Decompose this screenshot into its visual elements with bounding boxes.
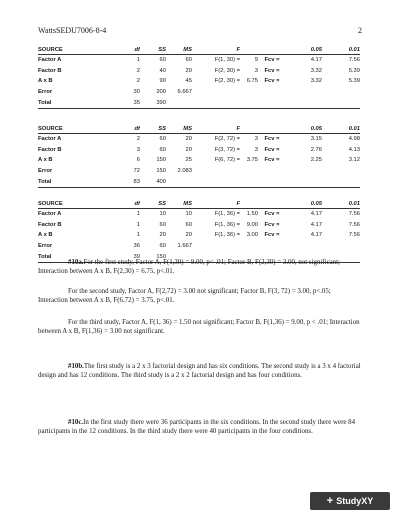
cell-fcv-label: [258, 241, 286, 252]
header-blank-1: [240, 199, 258, 209]
paragraph-text: For the second study, Factor A, F(2,72) = 3.00 not significant; Factor B, F(3, 72) = 3.00, p<.05; Interaction between A x B, F(6.72) = 3.75, p<.01.: [38, 288, 331, 304]
cell-f-label: F(6, 72) =: [214, 157, 240, 164]
cell-ss: 40: [159, 67, 166, 74]
cell-f-value: 3: [254, 146, 258, 153]
header-blank-1: [240, 45, 258, 55]
cell-crit-01: [322, 241, 360, 252]
cell-ms: 20: [185, 67, 192, 74]
page-number: 2: [358, 26, 362, 35]
paragraph-text: In the first study there were 36 participants in the six conditions. In the second study there were 84 participants in the 12 conditions. In the third study there were 40 participants in the four conditions.: [38, 419, 356, 435]
table-row: [38, 134, 360, 145]
header-ms: MS: [166, 199, 192, 209]
header-source: SOURCE: [38, 124, 106, 134]
cell-df: 2: [136, 67, 140, 74]
cell-f-label: [192, 87, 240, 98]
header-ss: SS: [140, 124, 166, 134]
cell-f-value: [240, 97, 258, 108]
paragraph-text: The first study is a 2 x 3 factorial design and has six conditions. The second study is a 3 x 4 factorial design and has 12 conditions. The third study is a 2 x 2 factorial design and has four conditions.: [38, 363, 361, 379]
cell-ms: 10: [185, 211, 192, 218]
cell-source: Factor B: [38, 221, 62, 228]
table-row: [38, 55, 360, 66]
cell-f-label: F(1, 36) =: [214, 221, 240, 228]
table-header-row: [38, 45, 360, 55]
cell-fcv-label: [258, 87, 286, 98]
header-ss: SS: [140, 199, 166, 209]
paragraph-label: #10c.: [68, 419, 84, 426]
cell-f-label: F(1, 30) =: [214, 57, 240, 64]
cell-fcv-label: Fcv =: [264, 211, 280, 218]
header-ss: SS: [140, 45, 166, 55]
cell-ms: 20: [185, 232, 192, 239]
cell-ms: 6.667: [177, 89, 192, 96]
cell-source: Factor B: [38, 67, 62, 74]
cell-crit-05: 2.76: [310, 146, 322, 153]
cell-df: 1: [136, 232, 140, 239]
plus-icon: +: [326, 495, 334, 507]
cell-f-label: F(1, 36) =: [214, 211, 240, 218]
anova-table-1: [38, 45, 360, 109]
cell-crit-01: 4.98: [348, 136, 360, 143]
header-ms: MS: [166, 45, 192, 55]
paragraph-label: #10a.: [68, 259, 84, 266]
cell-fcv-label: Fcv =: [264, 157, 280, 164]
cell-f-label: F(2, 72) =: [214, 136, 240, 143]
table-row: [38, 166, 360, 177]
cell-ss: 20: [159, 232, 166, 239]
cell-crit-01: 5.39: [348, 78, 360, 85]
cell-crit-01: [322, 87, 360, 98]
cell-ms: 60: [185, 57, 192, 64]
paragraph-label: #10b.: [68, 363, 84, 370]
header-ms: MS: [166, 124, 192, 134]
running-head: WattsSEDU7006-8-4: [38, 26, 107, 35]
table-row: [38, 87, 360, 98]
cell-source: A x B: [38, 78, 53, 85]
cell-crit-05: [286, 97, 322, 108]
cell-crit-05: [286, 241, 322, 252]
cell-f-value: 3.00: [246, 232, 258, 239]
header-alpha-01: 0.01: [322, 199, 360, 209]
cell-crit-05: 4.17: [310, 221, 322, 228]
cell-crit-01: 7.56: [348, 232, 360, 239]
cell-f-label: F(2, 30) =: [214, 67, 240, 74]
cell-crit-05: 4.17: [310, 211, 322, 218]
cell-source: Total: [38, 97, 106, 108]
cell-fcv-label: [258, 176, 286, 187]
cell-f-label: [192, 166, 240, 177]
anova-table-2: [38, 124, 360, 188]
cell-ss: 90: [159, 78, 166, 85]
cell-source: Factor A: [38, 57, 62, 64]
cell-ss: 10: [159, 211, 166, 218]
cell-fcv-label: Fcv =: [264, 221, 280, 228]
paragraph-second-study: [38, 287, 362, 305]
cell-source: A x B: [38, 232, 53, 239]
cell-ss: 150: [156, 168, 166, 175]
paragraph-10a: [38, 258, 362, 276]
header-f: F: [192, 45, 240, 55]
cell-ss: 150: [140, 251, 166, 262]
header-source: SOURCE: [38, 199, 106, 209]
table-row: [38, 209, 360, 220]
cell-f-value: [240, 166, 258, 177]
cell-df: 36: [133, 243, 140, 250]
cell-ms: 25: [185, 157, 192, 164]
cell-f-value: 9: [254, 57, 258, 64]
header-f: F: [192, 199, 240, 209]
cell-ms: [166, 176, 192, 187]
cell-f-value: 6.75: [246, 78, 258, 85]
paragraph-10b: [38, 362, 362, 380]
cell-df: 72: [133, 168, 140, 175]
cell-crit-01: 7.56: [348, 211, 360, 218]
cell-crit-01: 3.12: [348, 157, 360, 164]
paragraph-10c: [38, 418, 362, 436]
cell-crit-05: 4.17: [310, 57, 322, 64]
header-source: SOURCE: [38, 45, 106, 55]
cell-crit-01: 7.56: [348, 221, 360, 228]
header-blank-1: [240, 124, 258, 134]
cell-crit-01: 7.56: [348, 57, 360, 64]
cell-fcv-label: Fcv =: [264, 146, 280, 153]
header-f: F: [192, 124, 240, 134]
studyxy-logo: [310, 492, 390, 510]
cell-f-value: 9.00: [246, 221, 258, 228]
table-row: [38, 230, 360, 241]
table-row: [38, 66, 360, 77]
anova-table-3: [38, 199, 360, 263]
cell-ss: 60: [159, 136, 166, 143]
header-alpha-05: 0.05: [286, 199, 322, 209]
cell-df: 6: [136, 157, 140, 164]
logo-text: StudyXY: [336, 496, 374, 506]
cell-crit-01: [322, 97, 360, 108]
cell-f-label: [192, 176, 240, 187]
cell-crit-01: 5.39: [348, 67, 360, 74]
header-alpha-01: 0.01: [322, 124, 360, 134]
cell-ss: 200: [156, 89, 166, 96]
cell-f-value: [240, 176, 258, 187]
cell-crit-05: 3.15: [310, 136, 322, 143]
cell-source: Factor B: [38, 146, 62, 153]
paragraph-third-study: [38, 318, 362, 336]
cell-crit-05: 2.25: [310, 157, 322, 164]
cell-crit-05: [286, 166, 322, 177]
table-row: [38, 176, 360, 187]
cell-df: 1: [136, 57, 140, 64]
header-df: df: [106, 199, 140, 209]
cell-crit-05: [286, 176, 322, 187]
cell-fcv-label: Fcv =: [264, 67, 280, 74]
cell-df: 83: [106, 176, 140, 187]
cell-ms: 1.667: [177, 243, 192, 250]
table-row: [38, 76, 360, 87]
cell-ss: 150: [156, 157, 166, 164]
cell-fcv-label: [258, 97, 286, 108]
cell-ss: 60: [159, 146, 166, 153]
cell-df: 3: [136, 146, 140, 153]
header-alpha-05: 0.05: [286, 45, 322, 55]
cell-crit-05: 3.32: [310, 67, 322, 74]
cell-f-label: F(3, 72) =: [214, 146, 240, 153]
cell-ms: 2.083: [177, 168, 192, 175]
cell-source: Error: [38, 168, 53, 175]
cell-source: Factor A: [38, 211, 62, 218]
table-row: [38, 97, 360, 108]
table-row: [38, 155, 360, 166]
paragraph-text: For the third study, Factor A, F(1, 36) = 1.50 not significant; Factor B, F(1,36) = 9.00, p < .01; Interaction between A x B, F(1,36) = 3.00 not significant.: [38, 319, 360, 335]
cell-crit-01: [322, 176, 360, 187]
cell-source: Total: [38, 251, 106, 262]
header-blank-2: [258, 45, 286, 55]
cell-df: 1: [136, 221, 140, 228]
cell-ss: 60: [159, 57, 166, 64]
cell-crit-05: 4.17: [310, 232, 322, 239]
cell-df: 35: [106, 97, 140, 108]
cell-f-label: [192, 97, 240, 108]
cell-ss: 60: [159, 221, 166, 228]
header-df: df: [106, 124, 140, 134]
cell-f-value: [240, 87, 258, 98]
table-row: [38, 145, 360, 156]
cell-f-label: F(1, 36) =: [214, 232, 240, 239]
cell-f-value: 1.50: [246, 211, 258, 218]
header-blank-2: [258, 124, 286, 134]
cell-df: 1: [136, 211, 140, 218]
cell-fcv-label: Fcv =: [264, 57, 280, 64]
cell-ss: 390: [140, 97, 166, 108]
header-alpha-05: 0.05: [286, 124, 322, 134]
cell-fcv-label: Fcv =: [264, 232, 280, 239]
table-header-row: [38, 199, 360, 209]
cell-crit-01: [322, 166, 360, 177]
cell-fcv-label: [258, 166, 286, 177]
cell-fcv-label: Fcv =: [264, 78, 280, 85]
cell-crit-05: [286, 87, 322, 98]
header-alpha-01: 0.01: [322, 45, 360, 55]
cell-f-value: 3: [254, 67, 258, 74]
cell-f-value: [240, 241, 258, 252]
paragraph-text: For the first study, Factor A, F(1,30) = 9.00, p< .01; Factor B, F(2,30) = 3.00, not significant; Interaction between A x B, F(2,30) = 6.75, p<.01.: [38, 259, 340, 275]
cell-crit-01: 4.13: [348, 146, 360, 153]
table-header-row: [38, 124, 360, 134]
cell-ms: [166, 97, 192, 108]
cell-source: A x B: [38, 157, 53, 164]
cell-f-label: [192, 241, 240, 252]
cell-ms: 20: [185, 136, 192, 143]
cell-f-value: 3: [254, 136, 258, 143]
running-header: [38, 26, 362, 36]
cell-ms: 45: [185, 78, 192, 85]
table-row: [38, 241, 360, 252]
cell-ms: 20: [185, 146, 192, 153]
table-row: [38, 220, 360, 231]
cell-source: Error: [38, 89, 53, 96]
cell-ss: 60: [159, 243, 166, 250]
cell-df: 30: [133, 89, 140, 96]
cell-fcv-label: Fcv =: [264, 136, 280, 143]
cell-source: Error: [38, 243, 53, 250]
cell-ss: 400: [140, 176, 166, 187]
cell-f-value: 3.75: [246, 157, 258, 164]
cell-ms: 60: [185, 221, 192, 228]
cell-f-label: F(2, 30) =: [214, 78, 240, 85]
cell-df: 2: [136, 136, 140, 143]
header-df: df: [106, 45, 140, 55]
cell-df: 39: [106, 251, 140, 262]
cell-crit-05: 3.32: [310, 78, 322, 85]
cell-source: Total: [38, 176, 106, 187]
header-blank-2: [258, 199, 286, 209]
cell-source: Factor A: [38, 136, 62, 143]
cell-df: 2: [136, 78, 140, 85]
